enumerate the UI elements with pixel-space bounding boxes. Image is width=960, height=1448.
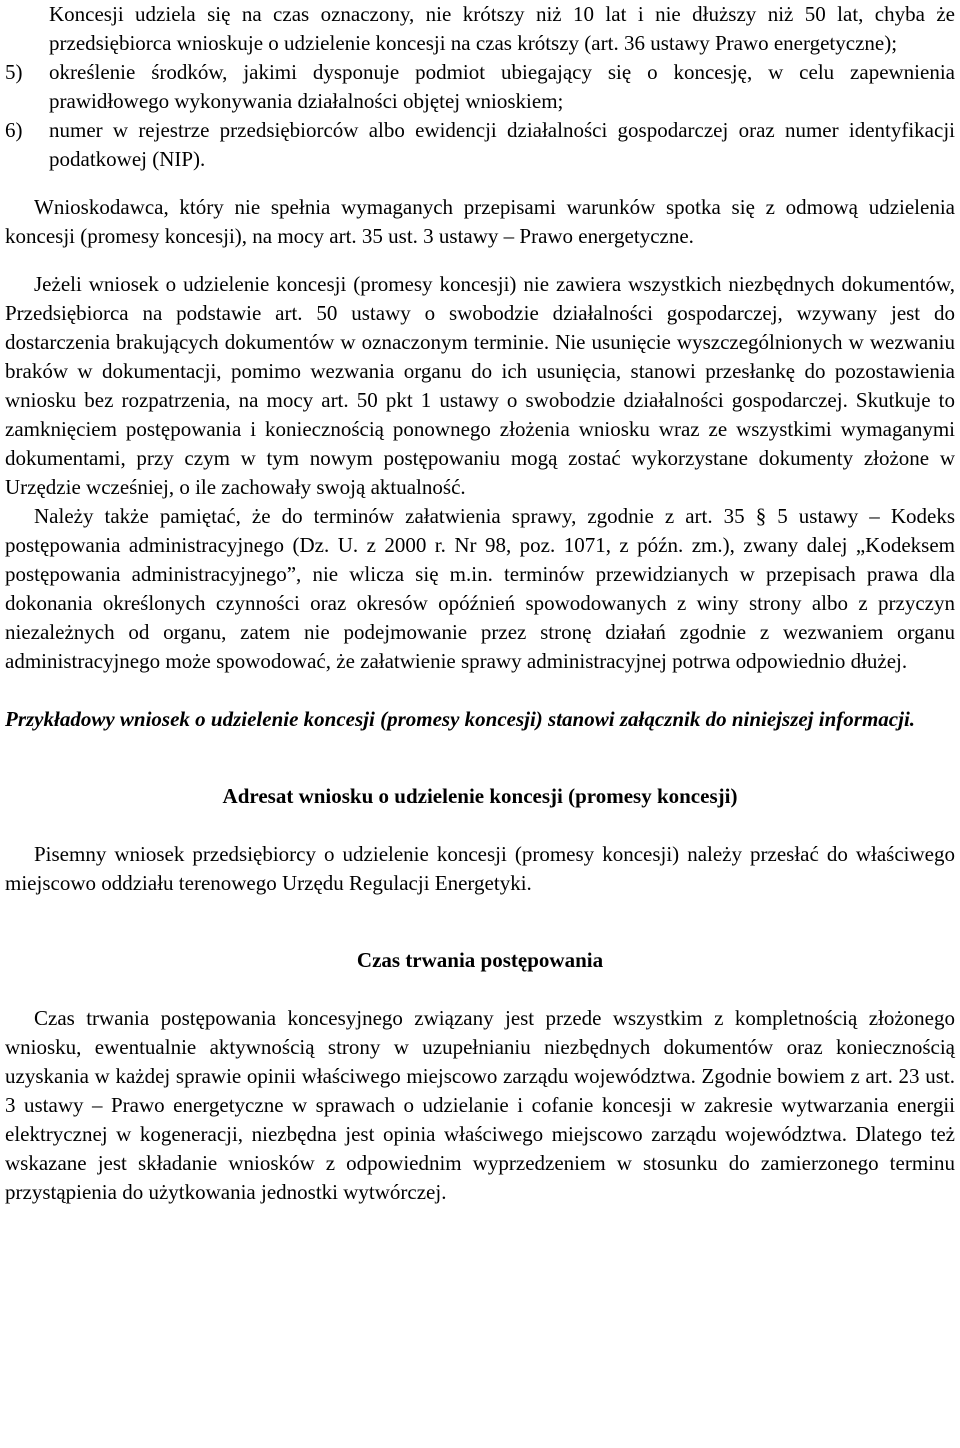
list-item-number: 5) (5, 60, 23, 84)
sample-application-note: Przykładowy wniosek o udzielenie koncesji (promesy koncesji) stanowi załącznik do niniejszej informacji. (5, 707, 916, 731)
list-item-text: określenie środków, jakimi dysponuje podmiot ubiegający się o koncesję, w celu zapewnienia prawidłowego wykonywania działalności objętej wnioskiem; (49, 60, 955, 113)
addressee-paragraph: Pisemny wniosek przedsiębiorcy o udzielenie koncesji (promesy koncesji) należy przesłać do właściwego miejscowo oddziału terenowego Urzędu Regulacji Energetyki. (5, 842, 955, 895)
list-item (5, 116, 955, 174)
incomplete-application-paragraph: Jeżeli wniosek o udzielenie koncesji (promesy koncesji) nie zawiera wszystkich niezbędnych dokumentów, Przedsiębiorca na podstawie art. 50 ustawy o swobodzie działalności gospodarczej, wzywany jest do dostarczenia brakujących dokumentów w oznaczonym terminie. Nie usunięcie wyszczególnionych w wezwaniu braków w dokumentacji, pomimo wezwania organu do ich usunięcia, stanowi przesłankę do pozostawienia wniosku bez rozpatrzenia, na mocy art. 50 pkt 1 ustawy o swobodzie działalności gospodarczej. Skutkuje to zamknięciem postępowania i koniecznością ponownego złożenia wniosku wraz ze wszystkimi wymaganymi dokumentami, przy czym w tym nowym postępowaniu mogą zostać wykorzystane dokumenty złożone w Urzędzie wcześniej, o ile zachowały swoją aktualność. (5, 272, 955, 499)
deadlines-paragraph: Należy także pamiętać, że do terminów załatwienia sprawy, zgodnie z art. 35 § 5 ustawy – Kodeks postępowania administracyjnego (Dz. U. z 2000 r. Nr 98, poz. 1071, z późn. zm.), zwany dalej „Kodeksem postępowania administracyjnego”, nie wlicza się m.in. terminów przewidzianych w przepisach prawa dla dokonania określonych czynności oraz okresów opóźnień spowodowanych z winy strony albo z przyczyn niezależnych od organu, zatem nie podejmowanie przez stronę działań zgodnie z wezwaniem organu administracyjnego może spowodować, że załatwienie sprawy administracyjnej potrwa odpowiednio dłużej. (5, 504, 955, 673)
document-page (5, 0, 955, 1207)
list-item-number: 6) (5, 118, 23, 142)
refusal-paragraph: Wnioskodawca, który nie spełnia wymaganych przepisami warunków spotka się z odmową udzielenia koncesji (promesy koncesji), na mocy art. 35 ust. 3 ustawy – Prawo energetyczne. (5, 195, 955, 248)
list-item (5, 58, 955, 116)
duration-paragraph: Czas trwania postępowania koncesyjnego związany jest przede wszystkim z kompletnością złożonego wniosku, ewentualnie aktywnością strony w uzupełnianiu niezbędnych dokumentów oraz koniecznością uzyskania w każdej sprawie opinii właściwego miejscowo zarządu województwa. Zgodnie bowiem z art. 23 ust. 3 ustawy – Prawo energetyczne w sprawach o udzielanie i cofanie koncesji w zakresie wytwarzania energii elektrycznej w kogeneracji, niezbędna jest opinia właściwego miejscowo zarządu województwa. Dlatego też wskazane jest składanie wniosków z odpowiednim wyprzedzeniem w stosunku do zamierzonego terminu przystąpienia do użytkowania jednostki wytwórczej. (5, 1006, 955, 1204)
addressee-heading: Adresat wniosku o udzielenie koncesji (promesy koncesji) (222, 784, 738, 808)
duration-heading: Czas trwania postępowania (356, 948, 604, 972)
list-item-text: numer w rejestrze przedsiębiorców albo ewidencji działalności gospodarczej oraz numer identyfikacji podatkowej (NIP). (49, 118, 955, 171)
intro-paragraph: Koncesji udziela się na czas oznaczony, nie krótszy niż 10 lat i nie dłuższy niż 50 lat, chyba że przedsiębiorca wnioskuje o udzielenie koncesji na czas krótszy (art. 36 ustawy Prawo energetyczne); (49, 2, 955, 55)
